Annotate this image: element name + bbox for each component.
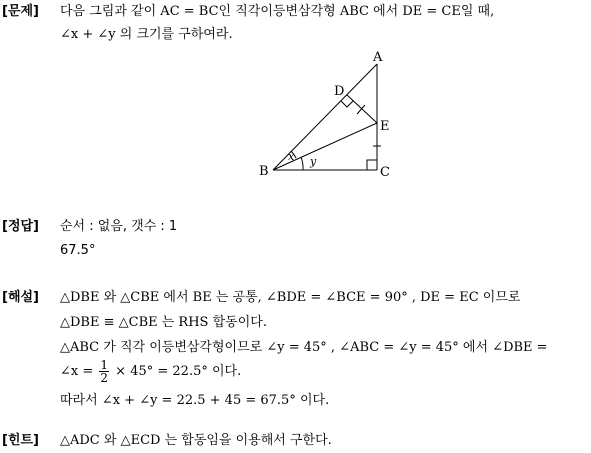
solution-text-line4	[60, 358, 241, 386]
hint-text-line1: △ADC 와 △ECD 는 합동임을 이용해서 구한다.	[60, 433, 332, 448]
point-label-d: D	[334, 84, 345, 99]
angle-label-x: x	[288, 150, 295, 163]
point-label-a: A	[373, 50, 383, 65]
fraction-numerator: 1	[100, 358, 109, 372]
solution-label: [해설]	[2, 290, 39, 305]
solution-text-line2: △DBE ≡ △CBE 는 RHS 합동이다.	[60, 315, 267, 330]
angle-label-y: y	[310, 155, 317, 168]
problem-label: [문제]	[2, 4, 39, 19]
point-label-e: E	[380, 119, 390, 134]
point-label-b: B	[259, 164, 269, 179]
solution-line4-suffix: × 45° = 22.5° 이다.	[115, 364, 242, 379]
point-label-c: C	[380, 165, 390, 180]
solution-line4-prefix: ∠x =	[60, 364, 94, 379]
right-angle-c	[367, 160, 377, 170]
fraction-denominator: 2	[100, 371, 109, 385]
fraction	[99, 359, 109, 384]
angle-arc-y	[301, 157, 303, 170]
hint-label: [힌트]	[2, 433, 39, 448]
solution-text-line1: △DBE 와 △CBE 에서 BE 는 공통, ∠BDE = ∠BCE = 90° , DE = EC 이므로	[60, 290, 521, 305]
solution-text-line5: 따라서 ∠x + ∠y = 22.5 + 45 = 67.5° 이다.	[60, 393, 330, 408]
answer-text-line1: 순서 : 없음, 갯수 : 1	[60, 219, 178, 234]
answer-text-line2: 67.5°	[60, 243, 96, 258]
problem-text-line2: ∠x + ∠y 의 크기를 구하여라.	[60, 27, 233, 42]
solution-text-line3: △ABC 가 직각 이등변삼각형이므로 ∠y = 45° , ∠ABC = ∠y = 45° 에서 ∠DBE =	[60, 340, 548, 355]
problem-text-line1: 다음 그림과 같이 AC = BC인 직각이등변삼각형 ABC 에서 DE = CE일 때,	[60, 4, 495, 19]
right-angle-d	[341, 101, 353, 107]
answer-label: [정답]	[2, 219, 39, 234]
tick-de	[357, 105, 365, 114]
